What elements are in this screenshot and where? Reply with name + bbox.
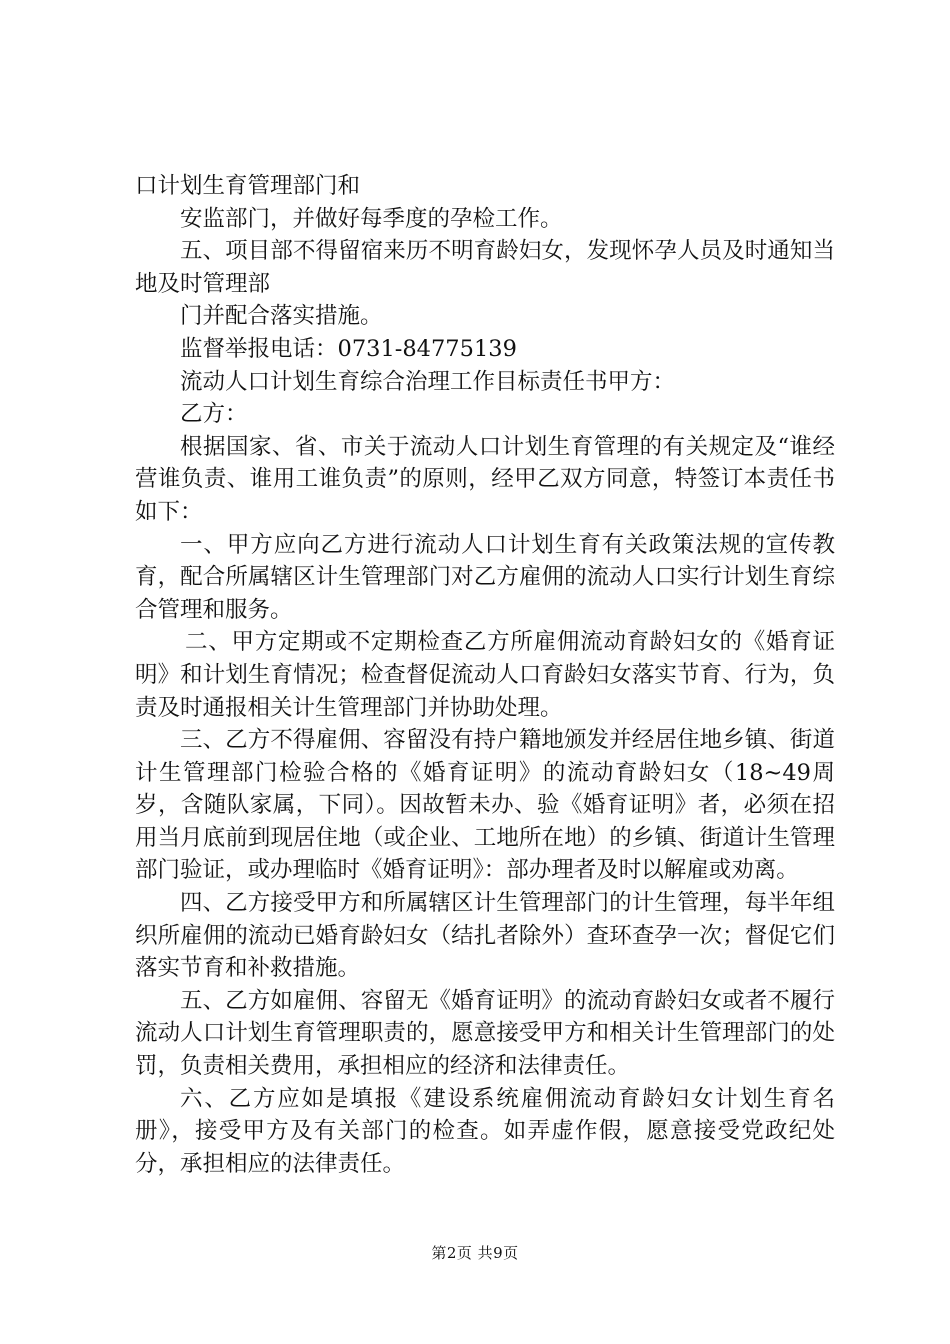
paragraph-13: 五、乙方如雇佣、容留无《婚育证明》的流动育龄妇女或者不履行流动人口计划生育管理职责的，愿意接受甲方和相关计生管理部门的处罚，负责相关费用，承担相应的经济和法律责任。: [135, 987, 835, 1080]
paragraph-14: 六、乙方应如是填报《建设系统雇佣流动育龄妇女计划生育名册》，接受甲方及有关部门的检查。如弄虚作假，愿意接受党政纪处分，承担相应的法律责任。: [135, 1085, 835, 1177]
paragraph-5: 监督举报电话：0731-84775139: [180, 335, 517, 362]
paragraph-7: 乙方：: [180, 401, 248, 428]
paragraph-3: 五、项目部不得留宿来历不明育龄妇女，发现怀孕人员及时通知当地及时管理部: [135, 238, 835, 297]
paragraph-6: 流动人口计划生育综合治理工作目标责任书甲方：: [180, 368, 676, 395]
paragraph-9: 一、甲方应向乙方进行流动人口计划生育有关政策法规的宣传教育，配合所属辖区计生管理部门对乙方雇佣的流动人口实行计划生育综合管理和服务。: [135, 531, 835, 623]
page-number-footer: 第2页 共9页: [431, 1244, 519, 1262]
paragraph-4: 门并配合落实措施。: [180, 303, 383, 330]
document-body: [135, 170, 835, 1180]
paragraph-8: 根据国家、省、市关于流动人口计划生育管理的有关规定及“谁经营谁负责、谁用工谁负责”的原则，经甲乙双方同意，特签订本责任书如下：: [135, 433, 835, 525]
paragraph-2: 安监部门，并做好每季度的孕检工作。: [180, 205, 563, 232]
paragraph-10: 二、甲方定期或不定期检查乙方所雇佣流动育龄妇女的《婚育证明》和计划生育情况；检查督促流动人口育龄妇女落实节育、行为，负责及时通报相关计生管理部门并协助处理。: [135, 629, 835, 721]
paragraph-1: 口计划生育管理部门和: [135, 173, 361, 199]
paragraph-11: 三、乙方不得雇佣、容留没有持户籍地颁发并经居住地乡镇、街道计生管理部门检验合格的《婚育证明》的流动育龄妇女（18~49周岁，含随队家属，下同）。因故暂未办、验《婚育证明》者，必须在招用当月底前到现居住地（或企业、工地所在地）的乡镇、街道计生管理部门验证，或办理临时《婚育证明》：部办理者及时以解雇或劝离。: [135, 727, 835, 884]
paragraph-12: 四、乙方接受甲方和所属辖区计生管理部门的计生管理，每半年组织所雇佣的流动已婚育龄妇女（结扎者除外）查环查孕一次；督促它们落实节育和补救措施。: [135, 890, 835, 982]
